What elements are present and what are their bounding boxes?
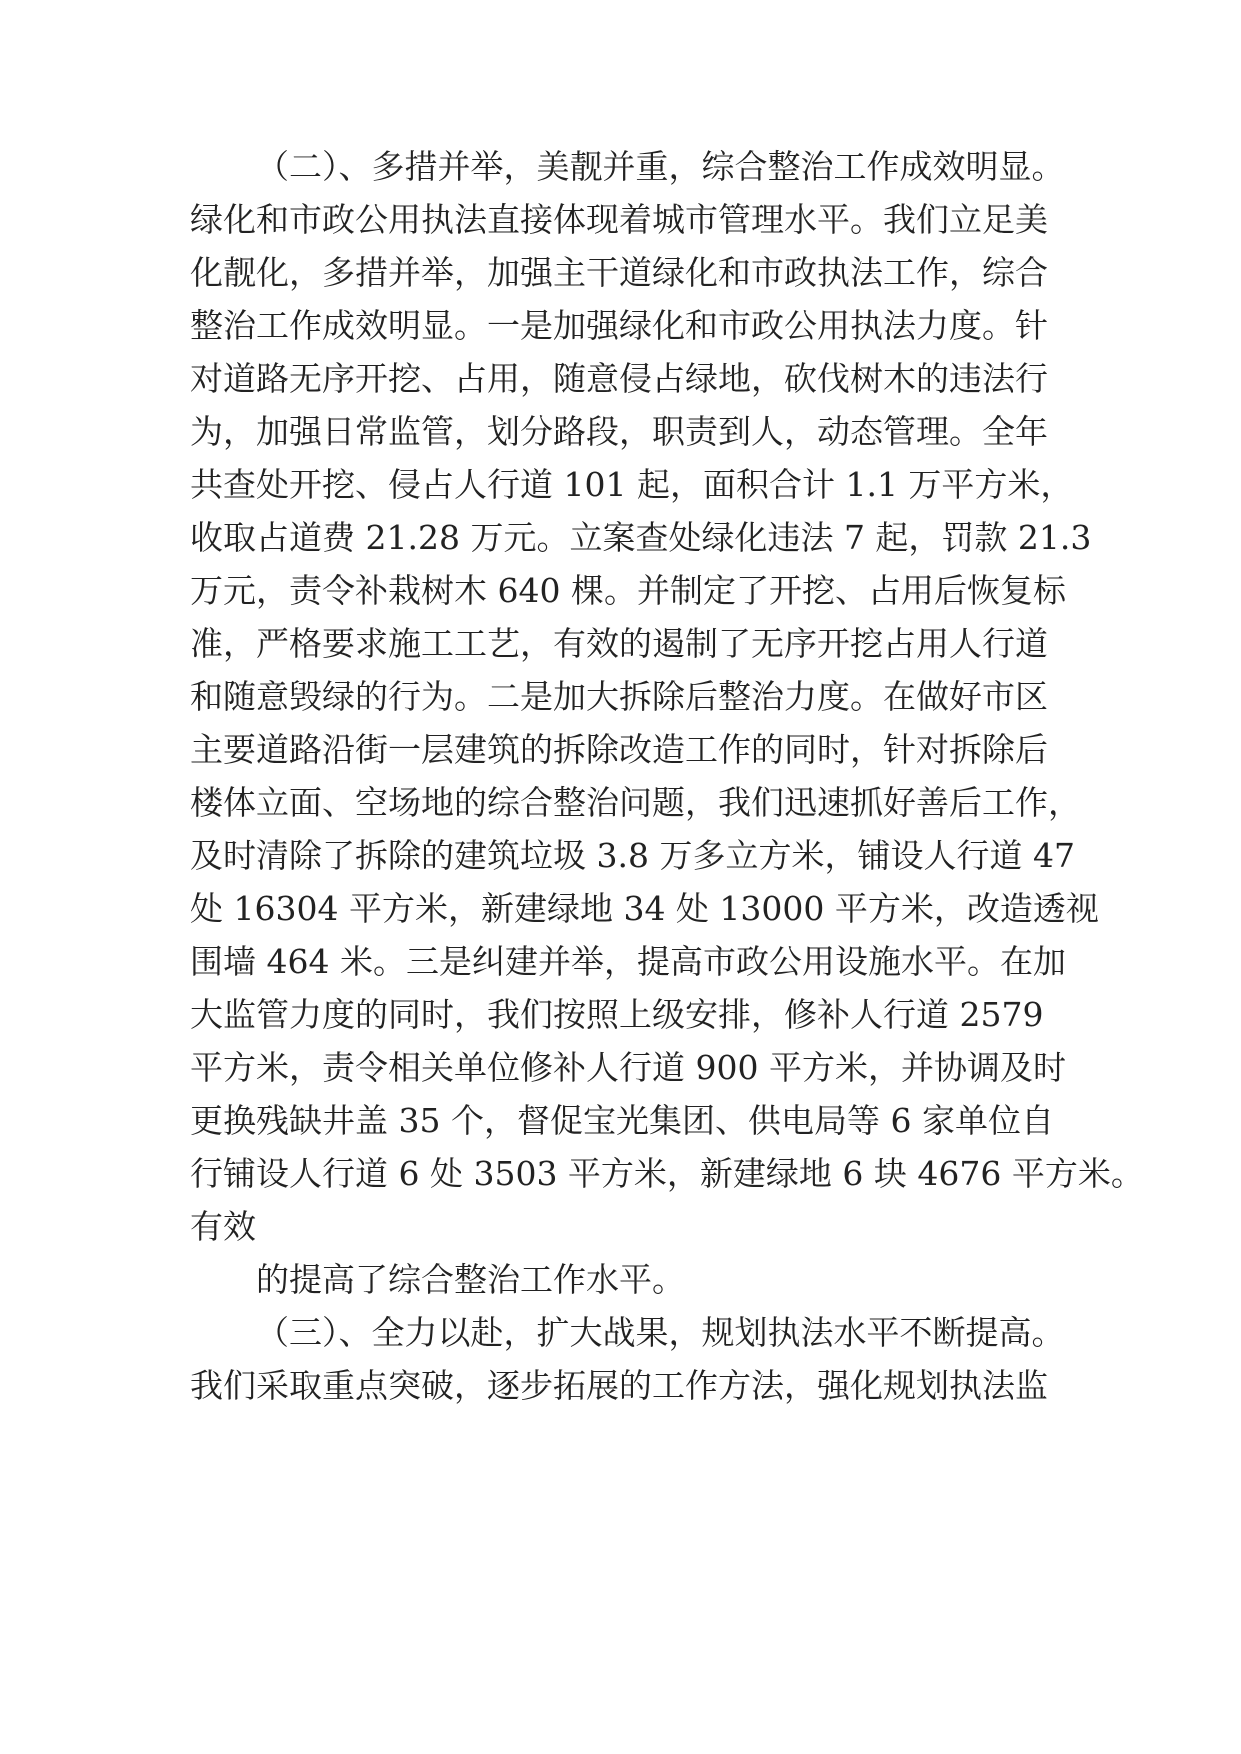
paragraph-line: 楼体立面、空场地的综合整治问题，我们迅速抓好善后工作， (190, 783, 1081, 822)
paragraph-line: 万元，责令补栽树木 640 棵。并制定了开挖、占用后恢复标 (190, 571, 1066, 610)
paragraph-line: 我们采取重点突破，逐步拓展的工作方法，强化规划执法监 (190, 1366, 1048, 1405)
paragraph-line: 共查处开挖、侵占人行道 101 起，面积合计 1.1 万平方米， (190, 465, 1074, 504)
paragraph-line: 和随意毁绿的行为。二是加大拆除后整治力度。在做好市区 (190, 677, 1048, 716)
heading-section-3: （三）、全力以赴，扩大战果，规划执法水平不断提高。 (256, 1313, 1065, 1352)
paragraph-line: 准，严格要求施工工艺，有效的遏制了无序开挖占用人行道 (190, 624, 1048, 663)
heading-section-2: （二）、多措并举，美靓并重，综合整治工作成效明显。 (256, 147, 1065, 186)
paragraph-line: 整治工作成效明显。一是加强绿化和市政公用执法力度。针 (190, 306, 1048, 345)
paragraph-line: 对道路无序开挖、占用，随意侵占绿地，砍伐树木的违法行 (190, 359, 1048, 398)
paragraph-line: 平方米，责令相关单位修补人行道 900 平方米，并协调及时 (190, 1048, 1066, 1087)
paragraph-line: 大监管力度的同时，我们按照上级安排，修补人行道 2579 (190, 995, 1044, 1034)
paragraph-line: 及时清除了拆除的建筑垃圾 3.8 万多立方米，铺设人行道 47 (190, 836, 1075, 875)
paragraph-line: 处 16304 平方米，新建绿地 34 处 13000 平方米，改造透视 (190, 889, 1099, 928)
paragraph-line: 的提高了综合整治工作水平。 (256, 1260, 685, 1299)
paragraph-line: 化靓化，多措并举，加强主干道绿化和市政执法工作，综合 (190, 253, 1048, 292)
paragraph-line: 绿化和市政公用执法直接体现着城市管理水平。我们立足美 (190, 200, 1048, 239)
paragraph-line: 主要道路沿街一层建筑的拆除改造工作的同时，针对拆除后 (190, 730, 1048, 769)
paragraph-line: 围墙 464 米。三是纠建并举，提高市政公用设施水平。在加 (190, 942, 1066, 981)
paragraph-line: 收取占道费 21.28 万元。立案查处绿化违法 7 起，罚款 21.3 (190, 518, 1092, 557)
paragraph-line: 更换残缺井盖 35 个，督促宝光集团、供电局等 6 家单位自 (190, 1101, 1054, 1140)
paragraph-line: 有效 (190, 1207, 256, 1246)
paragraph-line: 为，加强日常监管，划分路段，职责到人，动态管理。全年 (190, 412, 1048, 451)
paragraph-line: 行铺设人行道 6 处 3503 平方米，新建绿地 6 块 4676 平方米。 (190, 1154, 1144, 1193)
